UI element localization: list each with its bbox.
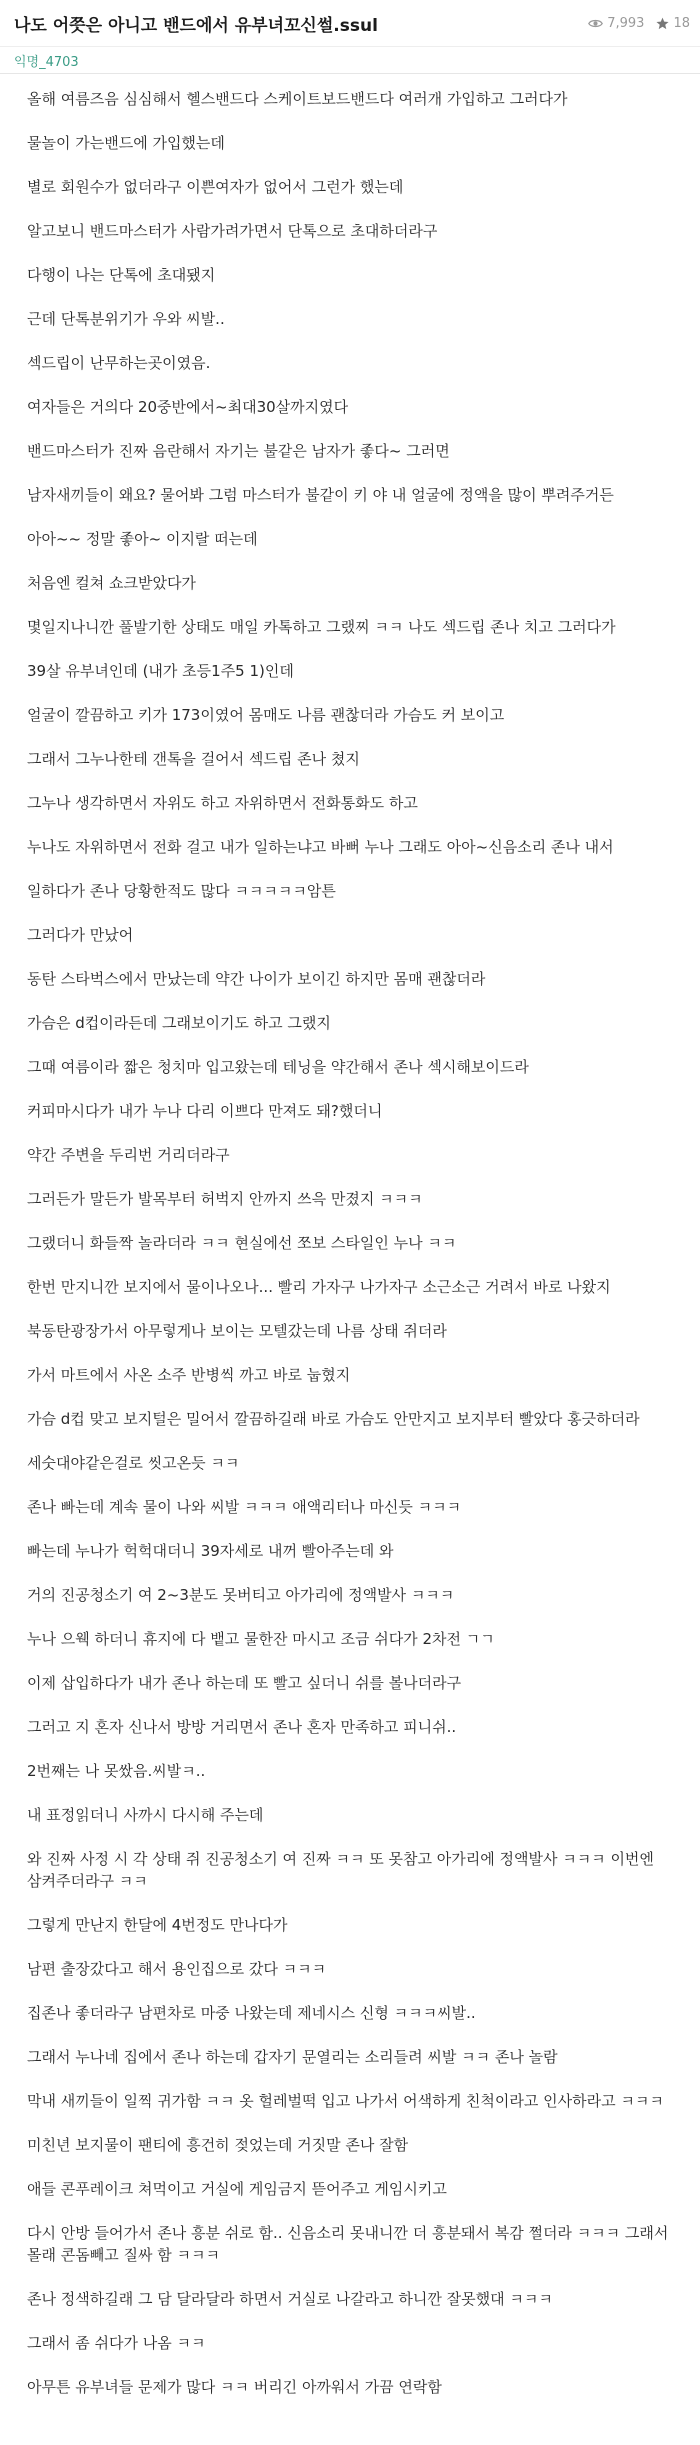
- content-line: 알고보니 밴드마스터가 사람가려가면서 단톡으로 초대하더라구: [27, 222, 438, 240]
- content-line: 막내 새끼들이 일찍 귀가함 ㅋㅋ 옷 헐레벌떡 입고 나가서 어색하게 친척이라고 인사하라고 ㅋㅋㅋ: [27, 2092, 664, 2110]
- content-line: 그러다가 만났어: [27, 926, 134, 944]
- content-line: 와 진짜 사정 시 각 상태 쥐 진공청소기 여 진짜 ㅋㅋ 또 못참고 아가리에 정액발사 ㅋㅋㅋ 이번엔 삼켜주더라구 ㅋㅋ: [27, 1850, 654, 1890]
- post-title: 나도 어쯧은 아니고 밴드에서 유부녀꼬신썰.ssul: [14, 15, 378, 36]
- content-line: 몇일지나니깐 풀발기한 상태도 매일 카톡하고 그랬찌 ㅋㅋ 나도 섹드립 존나 치고 그러다가: [27, 618, 616, 636]
- content-line: 존나 정색하길래 그 담 달라달라 하면서 거실로 나갈라고 하니깐 잘못했대 ㅋㅋㅋ: [27, 2290, 553, 2308]
- content-line: 아무튼 유부녀들 문제가 많다 ㅋㅋ 버리긴 아까워서 가끔 연락함: [27, 2378, 442, 2396]
- content-line: 밴드마스터가 진짜 음란해서 자기는 불같은 남자가 좋다~ 그러면: [27, 442, 450, 460]
- content-line: 가슴은 d컵이라든데 그래보이기도 하고 그랬지: [27, 1014, 331, 1032]
- star-count: 18: [673, 15, 690, 31]
- content-line: 다행이 나는 단톡에 초대됐지: [27, 266, 216, 284]
- content-line: 남편 출장갔다고 해서 용인집으로 갔다 ㅋㅋㅋ: [27, 1960, 327, 1978]
- post-stats: [588, 16, 690, 31]
- content-line: 그러고 지 혼자 신나서 방방 거리면서 존나 혼자 만족하고 피니쉬..: [27, 1718, 457, 1736]
- content-line: 여자들은 거의다 20중반에서~최대30살까지였다: [27, 398, 349, 416]
- content-line: 내 표정읽더니 사까시 다시해 주는데: [27, 1806, 264, 1824]
- content-line: 미친년 보지물이 팬티에 흥건히 젖었는데 거짓말 존나 잘함: [27, 2136, 409, 2154]
- star-icon[interactable]: [656, 17, 669, 30]
- content-line: 올해 여름즈음 심심해서 헬스밴드다 스케이트보드밴드다 여러개 가입하고 그러다가: [27, 90, 568, 108]
- content-line: 2번째는 나 못쌌음.씨발ㅋ..: [27, 1762, 206, 1780]
- content-line: 가슴 d컵 맞고 보지털은 밀어서 깔끔하길래 바로 가슴도 안만지고 보지부터 빨았다 홍긋하더라: [27, 1410, 640, 1428]
- content-line: 애들 콘푸레이크 쳐먹이고 거실에 게임금지 뜯어주고 게임시키고: [27, 2180, 447, 2198]
- content-line: 거의 진공청소기 여 2~3분도 못버티고 아가리에 정액발사 ㅋㅋㅋ: [27, 1586, 455, 1604]
- content-line: 처음엔 컬쳐 쇼크받았다가: [27, 574, 196, 592]
- content-line: 이제 삽입하다가 내가 존나 하는데 또 빨고 싶더니 쉬를 볼나더라구: [27, 1674, 462, 1692]
- content-line: 그러든가 말든가 발목부터 허벅지 안까지 쓰윽 만졌지 ㅋㅋㅋ: [27, 1190, 423, 1208]
- content-line: 그때 여름이라 짧은 청치마 입고왔는데 테닝을 약간해서 존나 섹시해보이드라: [27, 1058, 529, 1076]
- content-line: 물놀이 가는밴드에 가입했는데: [27, 134, 225, 152]
- content-line: 누나도 자위하면서 전화 걸고 내가 일하는냐고 바뻐 누나 그래도 아아~신음소리 존나 내서: [27, 838, 614, 856]
- content-line: 그렇게 만난지 한달에 4번정도 만나다가: [27, 1916, 288, 1934]
- content-line: 39살 유부녀인데 (내가 초등1주5 1)인데: [27, 662, 294, 680]
- eye-icon: [588, 18, 603, 29]
- post-header: [0, 0, 700, 46]
- content-line: 일하다가 존나 당황한적도 많다 ㅋㅋㅋㅋㅋ암튼: [27, 882, 336, 900]
- content-line: 아아~~ 정말 좋아~ 이지랄 떠는데: [27, 530, 258, 548]
- view-count-stat: [588, 16, 644, 31]
- content-line: 약간 주변을 두리번 거리더라구: [27, 1146, 230, 1164]
- content-line: 커피마시다가 내가 누나 다리 이쁘다 만져도 돼?했더니: [27, 1102, 383, 1120]
- content-line: 존나 빠는데 계속 물이 나와 씨발 ㅋㅋㅋ 애액리터나 마신듯 ㅋㅋㅋ: [27, 1498, 462, 1516]
- content-line: 누나 으웩 하더니 휴지에 다 뱉고 물한잔 마시고 조금 쉬다가 2차전 ㄱㄱ: [27, 1630, 495, 1648]
- content-line: 가서 마트에서 사온 소주 반병씩 까고 바로 눕혔지: [27, 1366, 351, 1384]
- author-row: [0, 46, 700, 74]
- view-count: 7,993: [607, 15, 645, 31]
- content-line: 별로 회원수가 없더라구 이쁜여자가 없어서 그런가 했는데: [27, 178, 404, 196]
- content-line: 빠는데 누나가 헉헉대더니 39자세로 내꺼 빨아주는데 와: [27, 1542, 394, 1560]
- author-name[interactable]: 익명_4703: [14, 54, 79, 70]
- content-line: 그누나 생각하면서 자위도 하고 자위하면서 전화통화도 하고: [27, 794, 418, 812]
- content-line: 그랬더니 화들짝 놀라더라 ㅋㅋ 현실에선 쪼보 스타일인 누나 ㅋㅋ: [27, 1234, 457, 1252]
- content-line: 근데 단톡분위기가 우와 씨발..: [27, 310, 225, 328]
- star-count-stat[interactable]: [656, 16, 690, 31]
- content-line: 북동탄광장가서 아무렇게나 보이는 모텔갔는데 나름 상태 쥐더라: [27, 1322, 447, 1340]
- content-line: 한번 만지니깐 보지에서 물이나오나... 빨리 가자구 나가자구 소근소근 거려서 바로 나왔지: [27, 1278, 611, 1296]
- content-line: 동탄 스타벅스에서 만났는데 약간 나이가 보이긴 하지만 몸매 괜찮더라: [27, 970, 486, 988]
- content-line: 얼굴이 깔끔하고 키가 173이였어 몸매도 나름 괜찮더라 가슴도 커 보이고: [27, 706, 505, 724]
- content-line: 세숫대야같은걸로 씻고온듯 ㅋㅋ: [27, 1454, 240, 1472]
- content-line: 그래서 좀 쉬다가 나옴 ㅋㅋ: [27, 2334, 206, 2352]
- post-content: [0, 74, 700, 2398]
- content-line: 집존나 좋더라구 남편차로 마중 나왔는데 제네시스 신형 ㅋㅋㅋ씨발..: [27, 2004, 476, 2022]
- content-line: 다시 안방 들어가서 존나 흥분 쉬로 함.. 신음소리 못내니깐 더 흥분돼서 복감 쩔더라 ㅋㅋㅋ 그래서 몰래 콘돔빼고 질싸 함 ㅋㅋㅋ: [27, 2224, 669, 2264]
- content-line: 섹드립이 난무하는곳이였음.: [27, 354, 211, 372]
- content-line: 그래서 누나네 집에서 존나 하는데 갑자기 문열리는 소리들려 씨발 ㅋㅋ 존나 놀람: [27, 2048, 558, 2066]
- content-line: 남자새끼들이 왜요? 물어봐 그럼 마스터가 불같이 키 야 내 얼굴에 정액을 많이 뿌려주거든: [27, 486, 614, 504]
- content-line: 그래서 그누나한테 갠톡을 걸어서 섹드립 존나 쳤지: [27, 750, 360, 768]
